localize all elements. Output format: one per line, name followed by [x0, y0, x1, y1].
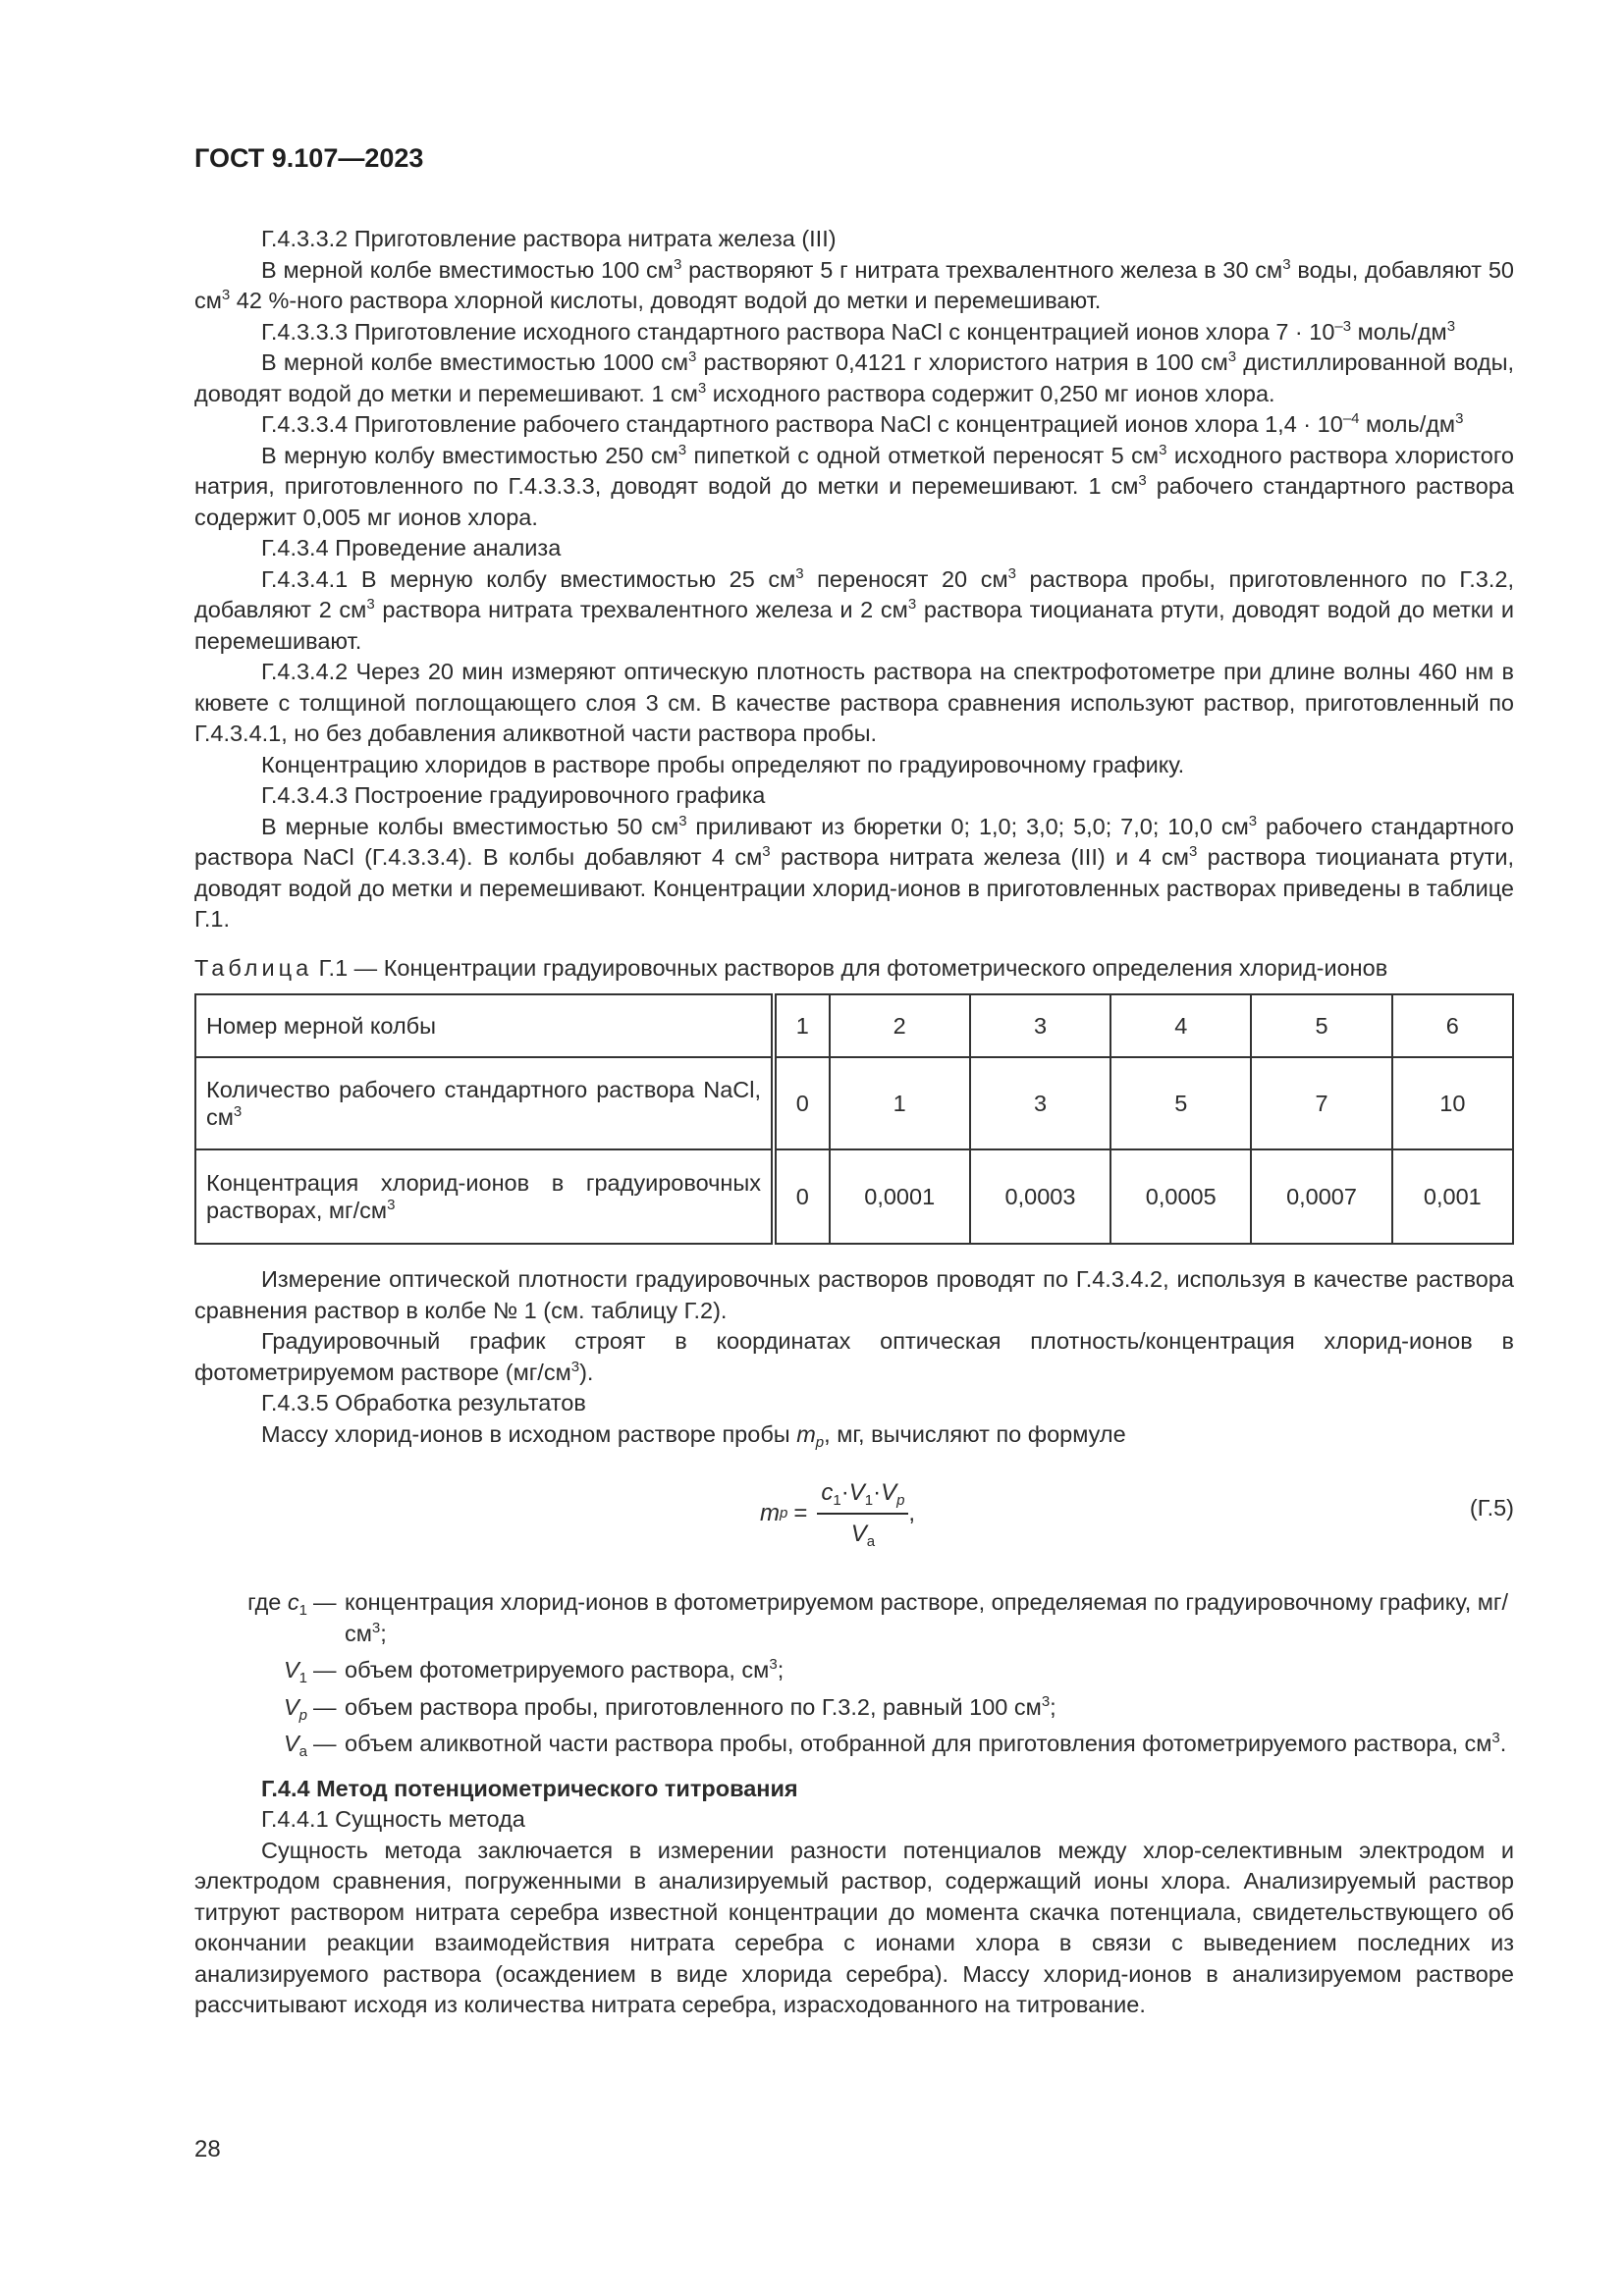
paragraph: Массу хлорид-ионов в исходном растворе пробы $m_p$, мг, вычисляют по формуле [261, 1420, 1126, 1451]
table-cell: 0,0003 [970, 1149, 1110, 1244]
page-number: 28 [194, 2136, 221, 2163]
table-cell: 5 [1110, 1057, 1251, 1149]
table-cell: 10 [1392, 1057, 1513, 1149]
paragraph: В мерной колбе вместимостью 100 $см^3$ растворяют 5 г нитрата трехвалентного железа в 30 $см^3$ воды, добавляют 50 $см^3$ 42 %-ного раствора хлорной кислоты, доводят водой до метки и перемешивают. [194, 255, 1514, 313]
document-header: ГОСТ 9.107—2023 [194, 143, 424, 173]
table-cell: 3 [970, 994, 1110, 1057]
table-cell: 1 [830, 1057, 970, 1149]
paragraph: Г.4.3.4.1 В мерную колбу вместимостью 25 $см^3$ переносят 20 $см^3$ раствора пробы, приготовленного по Г.3.2, добавляют 2 $см^3$ раствора нитрата трехвалентного железа и 2 $см^3$ раствора тиоцианата ртути, доводят водой до метки и перемешивают. [194, 564, 1515, 654]
calibration-table [194, 993, 1514, 1245]
table-cell: 7 [1251, 1057, 1391, 1149]
paragraph: В мерной колбе вместимостью 1000 $см^3$ растворяют 0,4121 г хлористого натрия в 100 $см^3$ дистиллированной воды, доводят водой до метки и перемешивают. 1 $см^3$ исходного раствора содержит 0,250 мг ионов хлора. [194, 348, 1514, 406]
where-item: $V_1$ — объем фотометрируемого раствора, $см^3$; [283, 1656, 785, 1686]
paragraph-heading: Г.4.3.3.4 Приготовление рабочего стандартного раствора NaCl с концентрацией ионов хлора $1,4 \cdot 10^{-4}$ моль/$дм^3$ [261, 410, 1464, 437]
paragraph-heading: Г.4.3.3.2 Приготовление раствора нитрата железа (III) [261, 226, 837, 251]
paragraph-heading: Г.4.3.4.3 Построение градуировочного графика [261, 782, 766, 808]
table-row [195, 1149, 1513, 1244]
paragraph-heading: Г.4.3.5 Обработка результатов [261, 1390, 586, 1415]
table-caption: Таблица Г.1 — Концентрации градуировочных растворов для фотометрического определения хлорид-ионов [194, 954, 1388, 981]
table-cell: 4 [1110, 994, 1251, 1057]
table-cell: 6 [1392, 994, 1513, 1057]
paragraph: Концентрацию хлоридов в растворе пробы определяют по градуировочному графику. [261, 751, 1185, 777]
table-cell: 0,001 [1392, 1149, 1513, 1244]
paragraph-heading: Г.4.3.3.3 Приготовление исходного стандартного раствора NaCl с концентрацией ионов хлора $7 \cdot 10^{-3}$ моль/$дм^3$ [261, 317, 1456, 345]
row-header-flask-number: Номер мерной колбы [195, 994, 774, 1057]
document-body [194, 224, 1514, 2021]
row-header-volume: Количество рабочего стандартного раствора NaCl, $см^3$ [195, 1057, 774, 1149]
formula-fraction [817, 1477, 908, 1549]
paragraph-heading: Г.4.4.1 Сущность метода [261, 1806, 525, 1832]
table-row [195, 994, 1513, 1057]
equation-number: (Г.5) [1469, 1495, 1514, 1521]
paragraph: Градуировочный график строят в координатах оптическая плотность/концентрация хлорид-ионов в фотометрируемом растворе $(мг/см^3)$. [194, 1328, 1514, 1385]
table-cell: 0 [774, 1149, 830, 1244]
table-cell: 3 [970, 1057, 1110, 1149]
paragraph: В мерную колбу вместимостью 250 $см^3$ пипеткой с одной отметкой переносят 5 $см^3$ исходного раствора хлористого натрия, приготовленного по Г.4.3.3.3, доводят водой до метки и перемешивают. 1 $см^3$ рабочего стандартного раствора содержит 0,005 мг ионов хлора. [194, 441, 1515, 530]
where-item: $V_a$ — объем аликвотной части раствора пробы, отобранной для приготовления фотометрируемого раствора, $см^3$. [283, 1730, 1507, 1760]
table-cell: 1 [774, 994, 830, 1057]
paragraph-heading: Г.4.3.4 Проведение анализа [261, 535, 562, 561]
where-item: где $c_1$ — концентрация хлорид-ионов в фотометрируемом растворе, определяемая по градуировочному графику, $мг/см^3$; [247, 1589, 1509, 1646]
table-cell: 5 [1251, 994, 1391, 1057]
paragraph: В мерные колбы вместимостью 50 $см^3$ приливают из бюретки 0; 1,0; 3,0; 5,0; 7,0; 10,0 $см^3$ рабочего стандартного раствора NaCl (Г.4.3.3.4). В колбы добавляют 4 $см^3$ раствора нитрата железа (III) и 4 $см^3$ раствора тиоцианата ртути, доводят водой до метки и перемешивают. Концентрации хлорид-ионов в приготовленных растворах приведены в таблице Г.1. [194, 812, 1515, 932]
formula-numerator: $c_1\cdot V_1\cdot V_p$ [817, 1477, 908, 1515]
table-cell: 0,0005 [1110, 1149, 1251, 1244]
paragraph: Измерение оптической плотности градуировочных растворов проводят по Г.4.3.4.2, используя в качестве раствора сравнения раствор в колбе № 1 (см. таблицу Г.2). [194, 1266, 1514, 1323]
paragraph: Г.4.3.4.2 Через 20 мин измеряют оптическую плотность раствора на спектрофотометре при длине волны 460 нм в кювете с толщиной поглощающего слоя 3 см. В качестве раствора сравнения используют раствор, приготовленный по Г.4.3.4.1, но без добавления аликвотной части раствора пробы. [194, 659, 1514, 746]
formula-block [194, 1466, 1514, 1587]
where-item: $V_p$ — объем раствора пробы, приготовленного по Г.3.2, равный 100 $см^3$; [283, 1692, 1056, 1724]
table-cell: 0,0001 [830, 1149, 970, 1244]
section-title: Г.4.4 Метод потенциометрического титрования [261, 1775, 798, 1801]
formula-g5: m p = $\frac{c_1\cdot V_1\cdot V_p}{V_a}$ , [760, 1479, 916, 1550]
table-cell: 0 [774, 1057, 830, 1149]
table-cell: 2 [830, 994, 970, 1057]
paragraph: Сущность метода заключается в измерении разности потенциалов между хлор-селективным электродом и электродом сравнения, погруженными в анализируемый раствор, содержащий ионы хлора. Анализируемый раствор титруют раствором нитрата серебра известной концентрации до момента скачка потенциала, свидетельствующего об окончании реакции взаимодействия нитрата серебра с ионами хлора в связи с выведением последних из анализируемого раствора (осаждением в виде хлорида серебра). Массу хлорид-ионов в анализируемом растворе рассчитывают исходя из количества нитрата серебра, израсходованного на титрование. [194, 1837, 1514, 2017]
formula-denominator: $V_a$ [850, 1520, 876, 1550]
table-cell: 0,0007 [1251, 1149, 1391, 1244]
row-header-concentration: Концентрация хлорид-ионов в градуировочных растворах, $мг/см^3$ [195, 1149, 774, 1244]
table-row [195, 1057, 1513, 1149]
